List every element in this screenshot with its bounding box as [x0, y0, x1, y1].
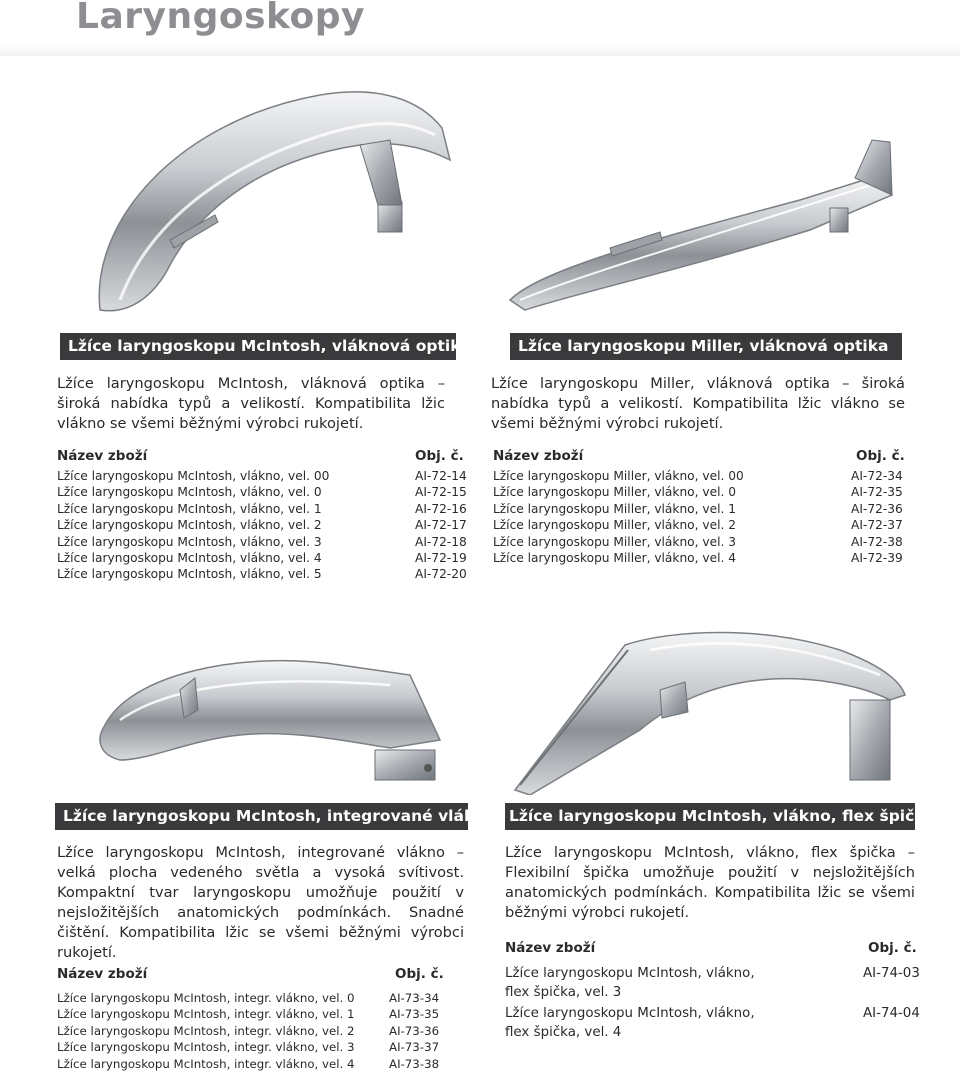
mcintosh-blade-image: [60, 10, 470, 320]
item-name: Lžíce laryngoskopu McIntosh, integr. vlákno, vel. 0: [57, 991, 355, 1005]
col-code-header: Obj. č.: [868, 940, 917, 956]
product-description: Lžíce laryngoskopu McIntosh, integrované vlákno – velká plocha vedeného světla a vysoká svítivost. Kompaktní tvar laryngoskopu umožňuje použití v nejsložitějších anatomických podmínkách. Snadné čištění. Kompatibilita lžic se všemi běžnými výrobci rukojetí.: [57, 844, 464, 961]
item-code: AI-73-34: [389, 991, 440, 1005]
item-name: Lžíce laryngoskopu McIntosh, vlákno, flex špička, vel. 3: [505, 966, 755, 1000]
table-row: [57, 990, 477, 1006]
product-heading: Lžíce laryngoskopu Miller, vláknová optika: [510, 333, 902, 360]
product-heading: Lžíce laryngoskopu McIntosh, vláknová optika: [60, 333, 456, 360]
item-code: AI-72-37: [851, 518, 903, 533]
col-name-header: Název zboží: [57, 448, 148, 464]
table-row: [493, 484, 933, 500]
table-header: [493, 448, 933, 468]
item-name: Lžíce laryngoskopu McIntosh, integr. vlákno, vel. 3: [57, 1040, 355, 1055]
item-code: AI-72-15: [415, 485, 467, 500]
item-code: AI-72-39: [851, 550, 903, 565]
col-name-header: Název zboží: [505, 940, 596, 956]
item-name: Lžíce laryngoskopu Miller, vlákno, vel. 4: [493, 550, 736, 565]
col-code-header: Obj. č.: [856, 448, 905, 464]
item-code: AI-73-38: [389, 1056, 440, 1071]
col-code-header: Obj. č.: [395, 966, 444, 982]
item-code: AI-72-16: [415, 501, 467, 516]
product-table: [57, 966, 477, 1072]
item-name: Lžíce laryngoskopu Miller, vlákno, vel. 00: [493, 469, 744, 483]
table-row: [505, 964, 925, 1004]
item-code: AI-74-03: [863, 966, 920, 981]
table-row: [493, 534, 933, 550]
item-name: Lžíce laryngoskopu McIntosh, integr. vlákno, vel. 1: [57, 1007, 355, 1022]
product-heading: Lžíce laryngoskopu McIntosh, vlákno, flex špička: [505, 803, 915, 830]
item-code: AI-72-38: [851, 534, 903, 549]
page-title: Laryngoskopy: [76, 0, 365, 37]
product-heading: Lžíce laryngoskopu McIntosh, integrované vlákno: [55, 803, 468, 830]
table-row: [57, 566, 477, 582]
table-row: [57, 534, 477, 550]
table-row: [57, 1006, 477, 1022]
product-table: [505, 940, 925, 1044]
product-description: Lžíce laryngoskopu Miller, vláknová optika – široká nabídka typů a velikostí. Kompatibilita lžic vlákno se všemi běžnými výrobci rukojetí.: [491, 375, 905, 432]
table-row: [57, 1039, 477, 1055]
item-name: Lžíce laryngoskopu McIntosh, vlákno, vel. 5: [57, 567, 322, 582]
item-name: Lžíce laryngoskopu McIntosh, vlákno, vel. 3: [57, 534, 322, 549]
item-name: Lžíce laryngoskopu McIntosh, vlákno, vel. 00: [57, 469, 330, 483]
item-name: Lžíce laryngoskopu McIntosh, vlákno, vel. 2: [57, 518, 322, 533]
table-row: [57, 1056, 477, 1072]
product-description: Lžíce laryngoskopu McIntosh, vlákno, flex špička – Flexibilní špička umožňuje použití v nejsložitějších anatomických podmínkách. Kompatibilita lžic se všemi běžnými výrobci rukojetí.: [505, 844, 915, 921]
item-code: AI-72-14: [415, 469, 467, 483]
item-name: Lžíce laryngoskopu McIntosh, vlákno, vel. 1: [57, 501, 322, 516]
col-name-header: Název zboží: [57, 966, 148, 982]
table-header: [505, 940, 925, 964]
table-row: [57, 484, 477, 500]
miller-blade-image: [500, 100, 910, 315]
item-code: AI-72-20: [415, 567, 467, 582]
item-code: AI-72-17: [415, 518, 467, 533]
item-code: AI-73-36: [389, 1023, 440, 1038]
item-name: Lžíce laryngoskopu Miller, vlákno, vel. 3: [493, 534, 736, 549]
item-name: Lžíce laryngoskopu McIntosh, vlákno, vel. 0: [57, 485, 322, 500]
item-name: Lžíce laryngoskopu McIntosh, vlákno, vel. 4: [57, 550, 322, 565]
item-name: Lžíce laryngoskopu McIntosh, integr. vlákno, vel. 4: [57, 1056, 355, 1071]
table-row: [505, 1004, 925, 1044]
mcintosh-flex-blade-image: [510, 620, 920, 795]
table-header: [57, 448, 477, 468]
item-code: AI-72-18: [415, 534, 467, 549]
table-row: [57, 517, 477, 533]
item-code: AI-72-36: [851, 501, 903, 516]
item-name: Lžíce laryngoskopu McIntosh, vlákno, flex špička, vel. 4: [505, 1006, 755, 1040]
mcintosh-integrated-blade-image: [90, 630, 460, 795]
item-code: AI-73-35: [389, 1007, 440, 1022]
table-row: [493, 550, 933, 566]
item-code: AI-72-19: [415, 550, 467, 565]
product-table: [493, 448, 933, 566]
item-name: Lžíce laryngoskopu Miller, vlákno, vel. 2: [493, 518, 736, 533]
table-row: [493, 468, 933, 484]
table-row: [57, 468, 477, 484]
table-header: [57, 966, 477, 990]
item-name: Lžíce laryngoskopu Miller, vlákno, vel. 0: [493, 485, 736, 500]
item-code: AI-74-04: [863, 1006, 920, 1021]
item-code: AI-72-35: [851, 485, 903, 500]
table-row: [493, 517, 933, 533]
table-row: [57, 501, 477, 517]
table-row: [57, 1023, 477, 1039]
product-table: [57, 448, 477, 583]
product-description: Lžíce laryngoskopu McIntosh, vláknová optika – široká nabídka typů a velikostí. Kompatibilita lžic vlákno se všemi běžnými výrobci rukojetí.: [57, 375, 445, 432]
item-name: Lžíce laryngoskopu Miller, vlákno, vel. 1: [493, 501, 736, 516]
item-code: AI-73-37: [389, 1040, 440, 1055]
table-row: [493, 501, 933, 517]
item-name: Lžíce laryngoskopu McIntosh, integr. vlákno, vel. 2: [57, 1023, 355, 1038]
item-code: AI-72-34: [851, 469, 903, 483]
col-code-header: Obj. č.: [415, 448, 464, 464]
col-name-header: Název zboží: [493, 448, 584, 464]
table-row: [57, 550, 477, 566]
